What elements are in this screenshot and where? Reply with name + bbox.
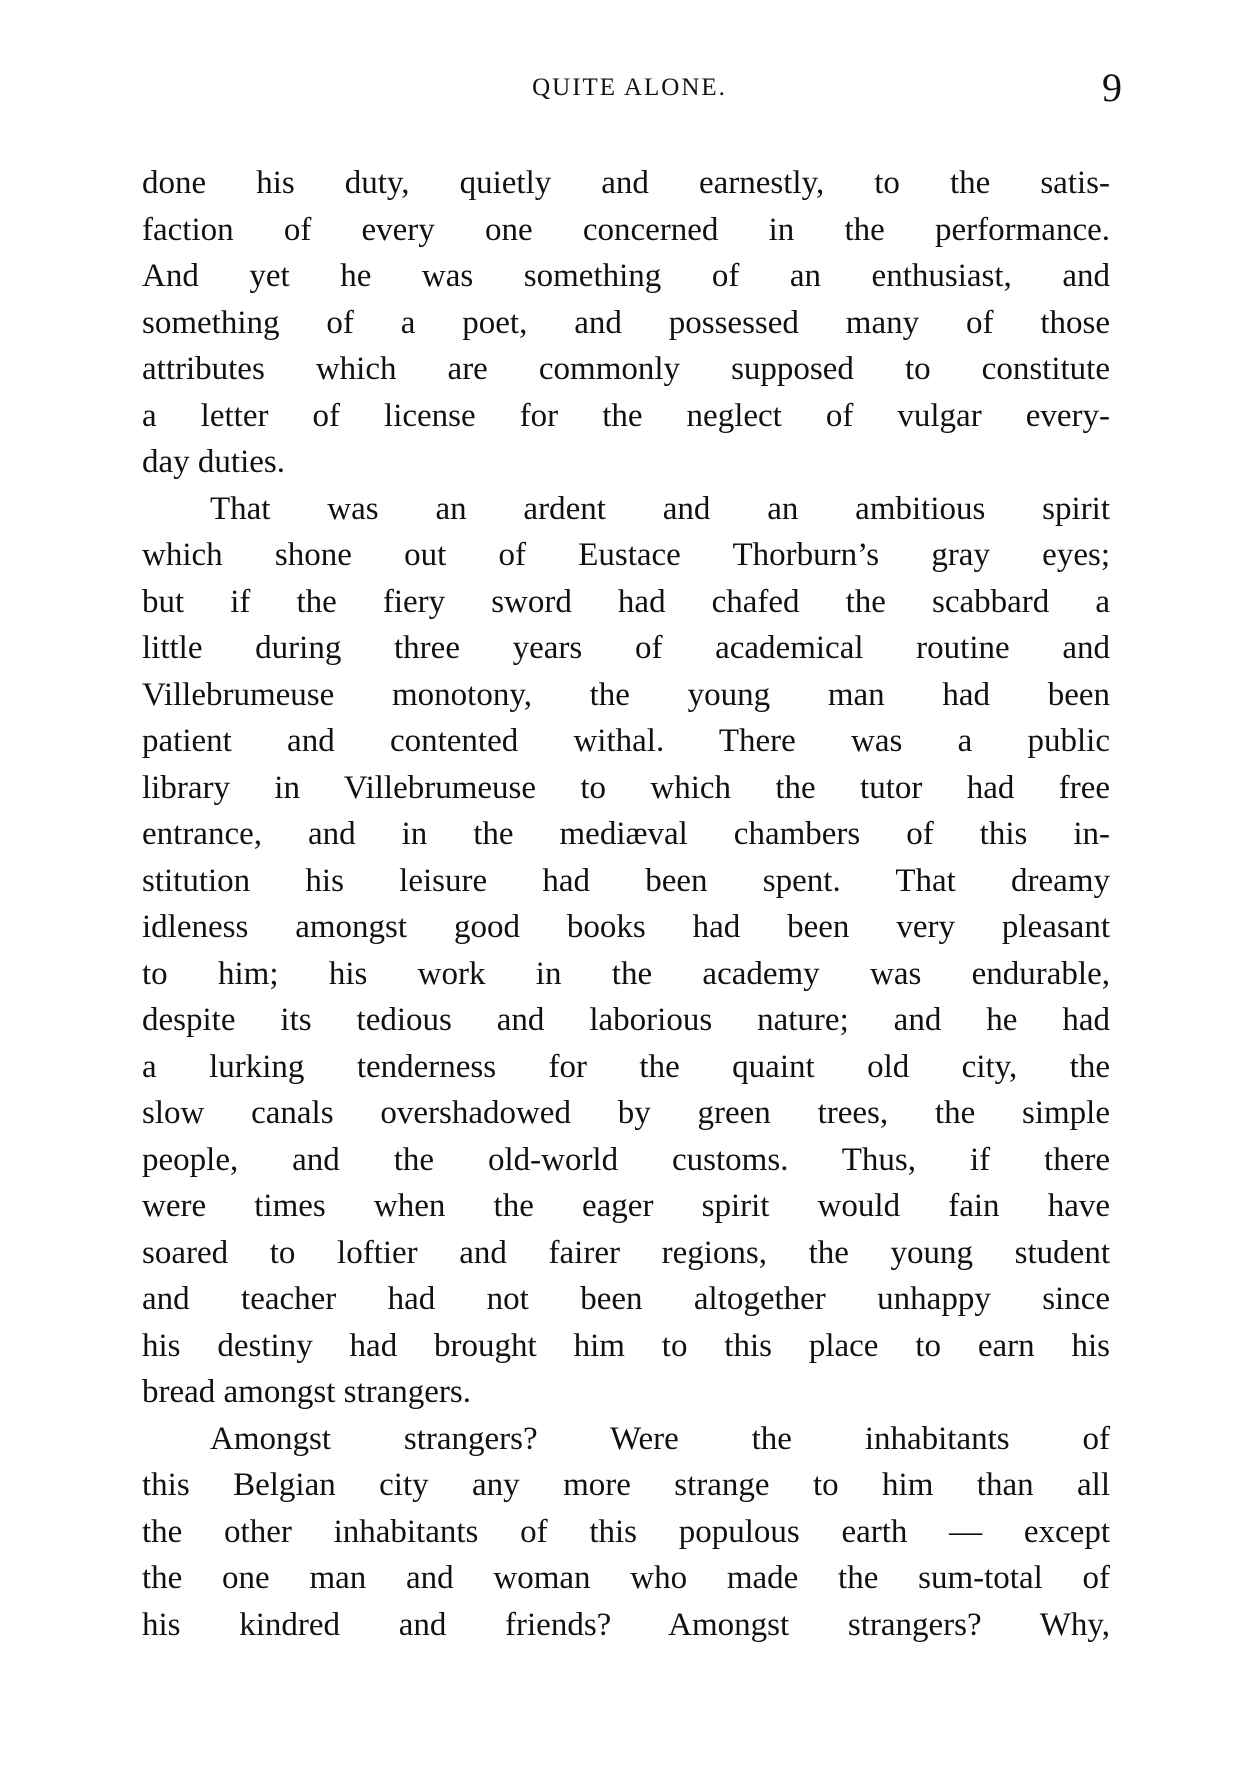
paragraph: [142, 160, 1110, 486]
text-line: attributes which are commonly supposed to constitute: [142, 351, 1110, 387]
text-line: done his duty, quietly and earnestly, to the satis-: [142, 165, 1110, 201]
text-line: entrance, and in the mediæval chambers of this in-: [142, 816, 1110, 852]
running-title: QUITE ALONE.: [532, 74, 727, 101]
text-line: soared to loftier and fairer regions, the young student: [142, 1234, 1110, 1271]
text-line: to him; his work in the academy was endurable,: [142, 955, 1110, 992]
text-line: despite its tedious and laborious nature; and he had: [142, 1002, 1110, 1038]
text-line: and teacher had not been altogether unhappy since: [142, 1281, 1110, 1317]
text-line: this Belgian city any more strange to him than all: [142, 1467, 1110, 1503]
text-line: Villebrumeuse monotony, the young man had been: [142, 676, 1110, 713]
body-text: [142, 160, 1110, 1648]
text-line: the other inhabitants of this populous earth — except: [142, 1513, 1110, 1550]
text-line: a letter of license for the neglect of vulgar every-: [142, 397, 1110, 434]
running-header: [0, 65, 1259, 120]
text-line: slow canals overshadowed by green trees, the simple: [142, 1095, 1110, 1131]
text-line: And yet he was something of an enthusiast, and: [142, 258, 1110, 294]
text-line: little during three years of academical routine and: [142, 630, 1110, 666]
text-line: patient and contented withal. There was a public: [142, 723, 1110, 759]
text-line: a lurking tenderness for the quaint old city, the: [142, 1048, 1110, 1085]
text-line: day duties.: [142, 444, 285, 480]
text-line: bread amongst strangers.: [142, 1374, 471, 1410]
paragraph: [142, 1416, 1110, 1649]
text-line: That was an ardent and an ambitious spirit: [210, 490, 1110, 527]
text-line: the one man and woman who made the sum-total of: [142, 1560, 1110, 1596]
text-line: Amongst strangers? Were the inhabitants of: [210, 1420, 1110, 1457]
text-line: his kindred and friends? Amongst strangers? Why,: [142, 1606, 1110, 1643]
text-line: were times when the eager spirit would fain have: [142, 1188, 1110, 1224]
text-line: faction of every one concerned in the performance.: [142, 211, 1110, 248]
page-number: 9: [1102, 65, 1122, 110]
text-line: library in Villebrumeuse to which the tutor had free: [142, 769, 1110, 806]
text-line: but if the fiery sword had chafed the scabbard a: [142, 583, 1110, 620]
text-line: his destiny had brought him to this place to earn his: [142, 1327, 1110, 1364]
text-line: people, and the old-world customs. Thus, if there: [142, 1141, 1110, 1178]
paragraph: [142, 486, 1110, 1416]
text-line: something of a poet, and possessed many of those: [142, 304, 1110, 341]
text-line: stitution his leisure had been spent. That dreamy: [142, 862, 1110, 899]
text-line: which shone out of Eustace Thorburn’s gray eyes;: [142, 537, 1110, 573]
text-line: idleness amongst good books had been very pleasant: [142, 909, 1110, 945]
